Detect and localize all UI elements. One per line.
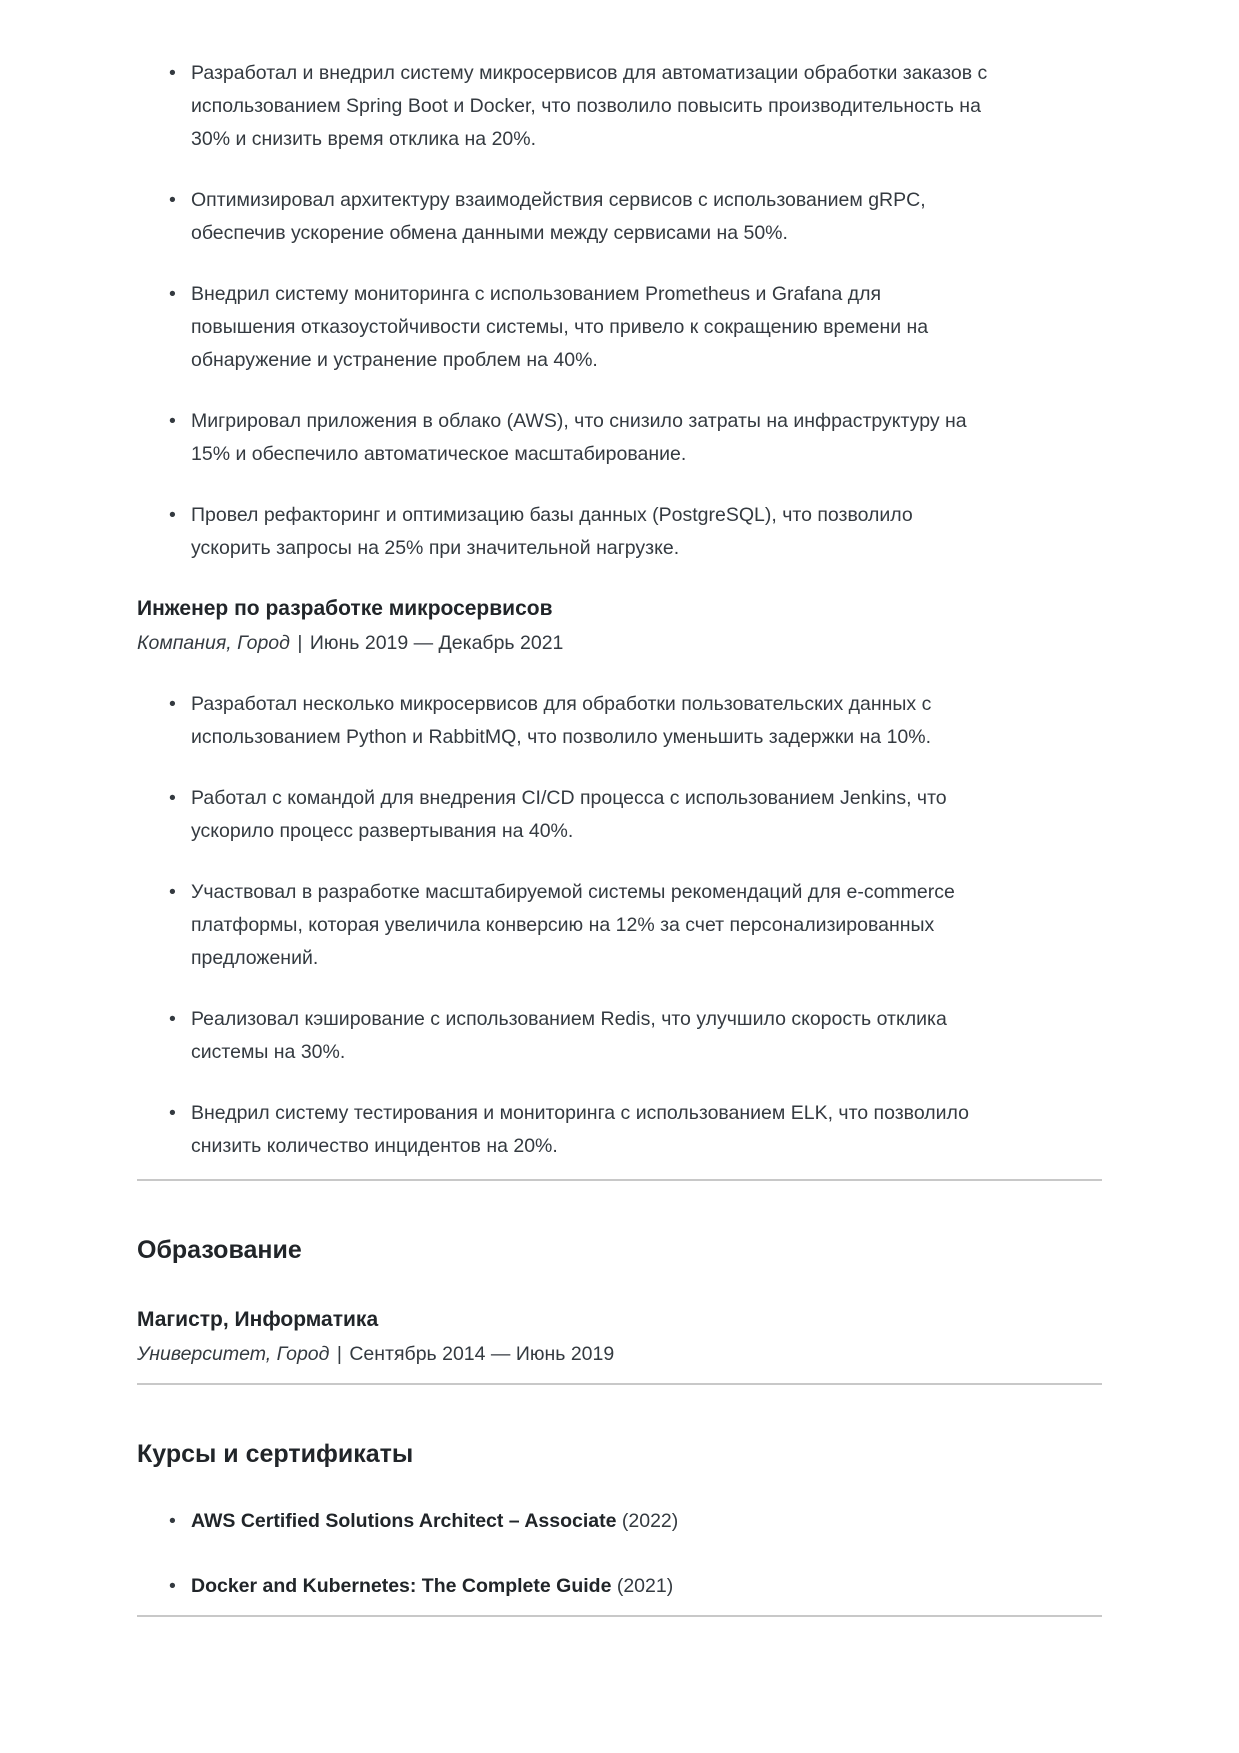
job-bullet: • Работал с командой для внедрения CI/CD процесса с использованием Jenkins, что ускорило процесс развертывания на 40%. xyxy=(191,782,988,848)
courses-heading: Курсы и сертификаты xyxy=(137,1440,414,1468)
certificate-name: AWS Certified Solutions Architect – Associate xyxy=(191,1510,617,1532)
institution-name: Университет, Город xyxy=(137,1343,330,1365)
experience-bullet: • Внедрил систему мониторинга с использованием Prometheus и Grafana для повышения отказоустойчивости системы, что привело к сокращению времени на обнаружение и устранение проблем на 40%. xyxy=(191,278,988,377)
experience-bullet: • Разработал и внедрил систему микросервисов для автоматизации обработки заказов с использованием Spring Boot и Docker, что позволило повысить производительность на 30% и снизить время отклика на 20%. xyxy=(191,57,988,156)
job-bullet: • Внедрил систему тестирования и мониторинга с использованием ELK, что позволило снизить количество инцидентов на 20%. xyxy=(191,1097,988,1163)
certificate-item xyxy=(191,1505,988,1538)
separator: | xyxy=(336,1343,342,1365)
section-divider xyxy=(137,1383,1102,1385)
courses-section xyxy=(137,1439,1102,1603)
education-section xyxy=(137,1235,1102,1371)
certificate-item xyxy=(191,1570,988,1603)
experience-bullet-list xyxy=(137,57,1102,565)
experience-bullet: • Мигрировал приложения в облако (AWS), что снизило затраты на инфраструктуру на 15% и обеспечило автоматическое масштабирование. xyxy=(191,405,988,471)
certificate-year: (2021) xyxy=(616,1575,674,1597)
education-meta xyxy=(137,1337,1102,1371)
company-name: Компания, Город xyxy=(137,632,290,654)
section-divider xyxy=(137,1179,1102,1181)
section-divider xyxy=(137,1615,1102,1617)
certificate-year: (2022) xyxy=(621,1510,679,1532)
experience-section-continued xyxy=(137,57,1102,1163)
education-heading: Образование xyxy=(137,1236,302,1264)
job-bullet: • Участвовал в разработке масштабируемой системы рекомендаций для e-commerce платформы, которая увеличила конверсию на 12% за счет персонализированных предложений. xyxy=(191,876,988,975)
certificate-name: Docker and Kubernetes: The Complete Guide xyxy=(191,1575,612,1597)
certificate-list xyxy=(137,1505,1102,1603)
degree-title: Магистр, Информатика xyxy=(137,1308,379,1331)
experience-bullet: • Провел рефакторинг и оптимизацию базы данных (PostgreSQL), что позволило ускорить запросы на 25% при значительной нагрузке. xyxy=(191,499,988,565)
job-meta xyxy=(137,626,1102,660)
date-range: Сентябрь 2014 — Июнь 2019 xyxy=(349,1343,615,1365)
job-bullet-list xyxy=(137,688,1102,1163)
experience-bullet: • Оптимизировал архитектуру взаимодействия сервисов с использованием gRPC, обеспечив ускорение обмена данными между сервисами на 50%. xyxy=(191,184,988,250)
job-title: Инженер по разработке микросервисов xyxy=(137,597,553,620)
job-bullet: • Реализовал кэширование с использованием Redis, что улучшило скорость отклика системы на 30%. xyxy=(191,1003,988,1069)
date-range: Июнь 2019 — Декабрь 2021 xyxy=(309,632,564,654)
separator: | xyxy=(297,632,303,654)
job-bullet: • Разработал несколько микросервисов для обработки пользовательских данных с использованием Python и RabbitMQ, что позволило уменьшить задержки на 10%. xyxy=(191,688,988,754)
